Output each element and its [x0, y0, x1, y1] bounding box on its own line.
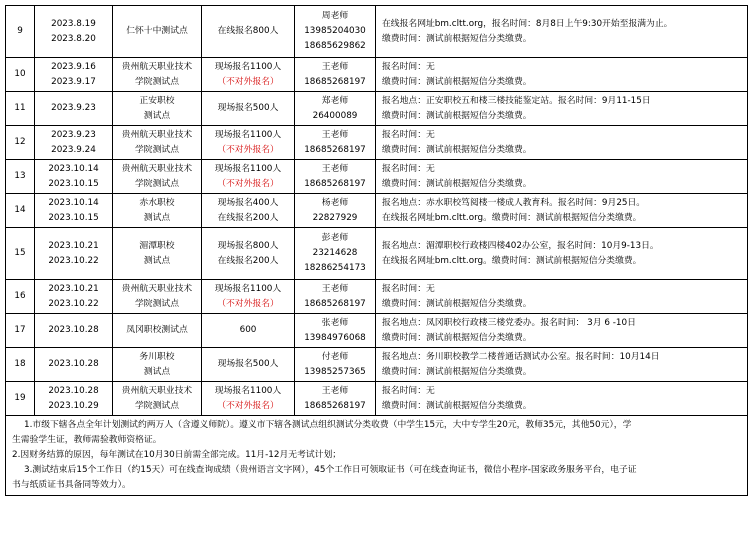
table-row	[6, 160, 748, 194]
test-site	[113, 92, 202, 126]
capacity	[202, 58, 295, 92]
capacity-line: 现场报名1100人	[214, 385, 282, 396]
test-dates-line: 2023.10.29	[48, 400, 99, 411]
contact	[295, 228, 376, 280]
registration-info-line: 缴费时间：测试前根据短信分类缴费。	[382, 76, 532, 87]
row-number-text: 19	[14, 393, 26, 403]
row-number-text: 17	[14, 325, 26, 335]
registration-info-line: 报名时间：无	[382, 163, 435, 174]
capacity-line: 现场报名500人	[217, 359, 279, 369]
row-number-text: 9	[17, 26, 23, 36]
registration-info-line: 缴费时间：测试前根据短信分类缴费。	[382, 178, 532, 189]
test-dates	[35, 280, 113, 314]
test-site	[113, 228, 202, 280]
test-dates	[35, 314, 113, 348]
contact	[295, 92, 376, 126]
capacity	[202, 6, 295, 58]
row-number-text: 12	[14, 137, 26, 147]
test-site-line: 仁怀十中测试点	[126, 26, 188, 36]
contact-line: 26400089	[312, 110, 358, 121]
contact-line: 18685268197	[304, 144, 366, 155]
not-public-note: （不对外报名）	[217, 400, 279, 411]
test-site	[113, 348, 202, 382]
row-number-text: 16	[14, 291, 26, 301]
test-dates-line: 2023.10.28	[48, 385, 99, 396]
test-dates-line: 2023.9.24	[51, 144, 96, 155]
test-site-line: 正安职校	[139, 95, 175, 106]
registration-info	[376, 58, 748, 92]
registration-info-line: 缴费时间：测试前根据短信分类缴费。	[382, 332, 532, 343]
registration-info	[376, 160, 748, 194]
table-row	[6, 126, 748, 160]
registration-info-line: 报名时间：无	[382, 385, 435, 396]
contact	[295, 348, 376, 382]
test-site-line: 测试点	[143, 110, 171, 121]
row-number	[6, 6, 35, 58]
contact	[295, 314, 376, 348]
contact-line: 彭老师	[321, 233, 349, 243]
capacity-line: 现场报名400人	[217, 197, 279, 208]
registration-info	[376, 348, 748, 382]
test-site-line: 学院测试点	[135, 76, 179, 87]
row-number-text: 15	[14, 248, 26, 258]
test-dates	[35, 58, 113, 92]
table-row	[6, 58, 748, 92]
test-dates-line: 2023.9.16	[51, 61, 96, 72]
contact-line: 23214628	[312, 248, 358, 258]
registration-info-line: 报名地点：正安职校五和楼三楼技能鉴定站。报名时间：9月11-15日	[382, 95, 651, 106]
notes-row	[6, 416, 748, 496]
registration-info-line: 缴费时间：测试前根据短信分类缴费。	[382, 366, 532, 377]
row-number	[6, 382, 35, 416]
registration-info-line: 缴费时间：测试前根据短信分类缴费。	[382, 144, 532, 155]
not-public-note: （不对外报名）	[217, 298, 279, 309]
test-dates-line: 2023.10.14	[48, 163, 99, 174]
test-dates	[35, 228, 113, 280]
not-public-note: （不对外报名）	[217, 76, 279, 87]
test-site-line: 贵州航天职业技术	[121, 129, 193, 140]
row-number	[6, 348, 35, 382]
row-number	[6, 92, 35, 126]
contact-line: 张老师	[321, 317, 349, 328]
test-dates-line: 2023.10.15	[48, 178, 99, 189]
table-row	[6, 92, 748, 126]
note-2: 2.因财务结算的原因，每年测试在10月30日前需全部完成。11月-12月无考试计划；	[12, 450, 342, 460]
test-site-line: 测试点	[143, 366, 171, 377]
test-site-line: 测试点	[143, 255, 171, 266]
row-number	[6, 280, 35, 314]
test-site-line: 学院测试点	[135, 144, 179, 155]
row-number	[6, 194, 35, 228]
registration-info	[376, 92, 748, 126]
test-site-line: 学院测试点	[135, 400, 179, 411]
test-dates-line: 2023.10.28	[48, 325, 99, 335]
contact-line: 18685629862	[304, 41, 366, 51]
test-dates-line: 2023.10.22	[48, 298, 99, 309]
contact-line: 13985204030	[304, 26, 366, 36]
test-dates	[35, 382, 113, 416]
test-site	[113, 314, 202, 348]
registration-info-line: 报名地点：凤冈职校行政楼三楼党委办。报名时间： 3月 6 -10日	[382, 317, 636, 328]
contact-line: 付老师	[321, 351, 349, 362]
row-number-text: 13	[14, 171, 26, 181]
registration-info-line: 缴费时间：测试前根据短信分类缴费。	[382, 298, 532, 309]
capacity	[202, 382, 295, 416]
registration-info-line: 报名地点：赤水职校笃阅楼一楼成人教育科。报名时间：9月25日。	[382, 197, 646, 208]
test-site-line: 学院测试点	[135, 298, 179, 309]
contact	[295, 126, 376, 160]
test-dates-line: 2023.9.23	[51, 103, 96, 113]
row-number	[6, 126, 35, 160]
not-public-note: （不对外报名）	[217, 144, 279, 155]
capacity	[202, 314, 295, 348]
schedule-table	[5, 5, 748, 496]
notes-cell	[6, 416, 748, 496]
test-site-line: 凤冈职校测试点	[126, 325, 188, 335]
row-number	[6, 314, 35, 348]
contact-line: 13984976068	[304, 332, 366, 343]
test-dates-line: 2023.10.21	[48, 283, 99, 294]
test-site-line: 贵州航天职业技术	[121, 61, 193, 72]
contact-line: 18685268197	[304, 76, 366, 87]
registration-info	[376, 6, 748, 58]
contact-line: 22827929	[312, 212, 358, 223]
table-row	[6, 280, 748, 314]
registration-info	[376, 126, 748, 160]
test-dates-line: 2023.8.20	[51, 33, 96, 44]
row-number-text: 11	[14, 103, 26, 113]
test-site	[113, 194, 202, 228]
capacity	[202, 280, 295, 314]
contact	[295, 382, 376, 416]
test-dates	[35, 160, 113, 194]
registration-info	[376, 194, 748, 228]
registration-info-line: 报名地点：务川职校教学二楼普通话测试办公室。报名时间：10月14日	[382, 351, 660, 362]
contact	[295, 6, 376, 58]
contact	[295, 280, 376, 314]
capacity-line: 现场报名1100人	[214, 283, 282, 294]
test-dates	[35, 126, 113, 160]
contact-line: 王老师	[321, 283, 349, 294]
contact-line: 王老师	[321, 163, 349, 174]
table-row	[6, 314, 748, 348]
capacity-line: 在线报名200人	[217, 255, 279, 266]
capacity	[202, 228, 295, 280]
registration-info-line: 报名时间：无	[382, 283, 435, 294]
contact-line: 18685268197	[304, 400, 366, 411]
contact	[295, 58, 376, 92]
note-1: 1.市级下辖各点全年计划测试约两万人（含遵义师院）。遵义市下辖各测试点组织测试分类收费（中学生15元，大中专学生20元，教师35元，其他50元），学	[24, 420, 632, 430]
registration-info	[376, 280, 748, 314]
test-dates	[35, 92, 113, 126]
table-row	[6, 348, 748, 382]
not-public-note: （不对外报名）	[217, 178, 279, 189]
test-site-line: 贵州航天职业技术	[121, 163, 193, 174]
test-site	[113, 6, 202, 58]
capacity-line: 现场报名1100人	[214, 129, 282, 140]
capacity-line: 在线报名800人	[217, 26, 279, 36]
row-number-text: 18	[14, 359, 26, 369]
contact-line: 王老师	[321, 61, 349, 72]
contact-line: 杨老师	[321, 197, 349, 208]
test-site-line: 务川职校	[139, 351, 175, 362]
test-dates	[35, 348, 113, 382]
test-site	[113, 280, 202, 314]
note-1-cont: 生需验学生证，教师需验教师资格证。	[12, 435, 162, 445]
test-site-line: 学院测试点	[135, 178, 179, 189]
registration-info-line: 在线报名网址bm.cltt.org，报名时间：8月8日上午9:30开始至报满为止。	[382, 18, 673, 29]
registration-info	[376, 382, 748, 416]
row-number	[6, 160, 35, 194]
capacity-line: 现场报名1100人	[214, 61, 282, 72]
registration-info-line: 在线报名网址bm.cltt.org。缴费时间：测试前根据短信分类缴费。	[382, 212, 642, 223]
contact-line: 周老师	[321, 11, 349, 21]
test-dates	[35, 194, 113, 228]
test-site-line: 测试点	[143, 212, 171, 223]
capacity-line: 在线报名200人	[217, 212, 279, 223]
capacity	[202, 348, 295, 382]
note-3-cont: 书与纸质证书具备同等效力）。	[12, 480, 131, 490]
registration-info-line: 报名时间：无	[382, 61, 435, 72]
contact	[295, 194, 376, 228]
table-row	[6, 382, 748, 416]
capacity	[202, 126, 295, 160]
note-3: 3.测试结束后15个工作日（约15天）可在线查询成绩（贵州语言文字网），45个工作日可领取证书（可在线查询证书，微信小程序-国家政务服务平台，电子证	[24, 465, 637, 475]
contact-line: 王老师	[321, 385, 349, 396]
test-site-line: 湄潭职校	[139, 240, 175, 251]
registration-info-line: 缴费时间：测试前根据短信分类缴费。	[382, 400, 532, 411]
row-number-text: 14	[14, 205, 26, 215]
capacity	[202, 92, 295, 126]
row-number	[6, 228, 35, 280]
table-row	[6, 228, 748, 280]
test-dates-line: 2023.8.19	[51, 18, 96, 29]
registration-info-line: 缴费时间：测试前根据短信分类缴费。	[382, 33, 532, 44]
contact-line: 13985257365	[304, 366, 366, 377]
test-dates-line: 2023.10.21	[48, 240, 99, 251]
test-dates-line: 2023.10.28	[48, 359, 99, 369]
test-site-line: 贵州航天职业技术	[121, 385, 193, 396]
capacity-line: 600	[239, 325, 257, 335]
capacity	[202, 160, 295, 194]
capacity-line: 现场报名1100人	[214, 163, 282, 174]
row-number	[6, 58, 35, 92]
contact	[295, 160, 376, 194]
table-row	[6, 6, 748, 58]
registration-info-line: 报名地点：湄潭职校行政楼四楼402办公室，报名时间：10月9-13日。	[382, 240, 659, 251]
contact-line: 18685268197	[304, 298, 366, 309]
test-dates	[35, 6, 113, 58]
contact-line: 王老师	[321, 129, 349, 140]
registration-info-line: 在线报名网址bm.cltt.org。缴费时间：测试前根据短信分类缴费。	[382, 255, 642, 266]
capacity	[202, 194, 295, 228]
test-site	[113, 160, 202, 194]
registration-info-line: 报名时间：无	[382, 129, 435, 140]
test-dates-line: 2023.9.17	[51, 76, 96, 87]
test-dates-line: 2023.10.22	[48, 255, 99, 266]
row-number-text: 10	[14, 69, 26, 79]
table-row	[6, 194, 748, 228]
test-dates-line: 2023.10.15	[48, 212, 99, 223]
capacity-line: 现场报名800人	[217, 240, 279, 251]
test-site	[113, 382, 202, 416]
test-site	[113, 126, 202, 160]
registration-info-line: 缴费时间：测试前根据短信分类缴费。	[382, 110, 532, 121]
contact-line: 郑老师	[321, 95, 349, 106]
registration-info	[376, 228, 748, 280]
test-site	[113, 58, 202, 92]
test-site-line: 贵州航天职业技术	[121, 283, 193, 294]
contact-line: 18685268197	[304, 178, 366, 189]
test-site-line: 赤水职校	[139, 197, 175, 208]
test-dates-line: 2023.9.23	[51, 129, 96, 140]
contact-line: 18286254173	[304, 263, 366, 273]
capacity-line: 现场报名500人	[217, 103, 279, 113]
registration-info	[376, 314, 748, 348]
test-dates-line: 2023.10.14	[48, 197, 99, 208]
